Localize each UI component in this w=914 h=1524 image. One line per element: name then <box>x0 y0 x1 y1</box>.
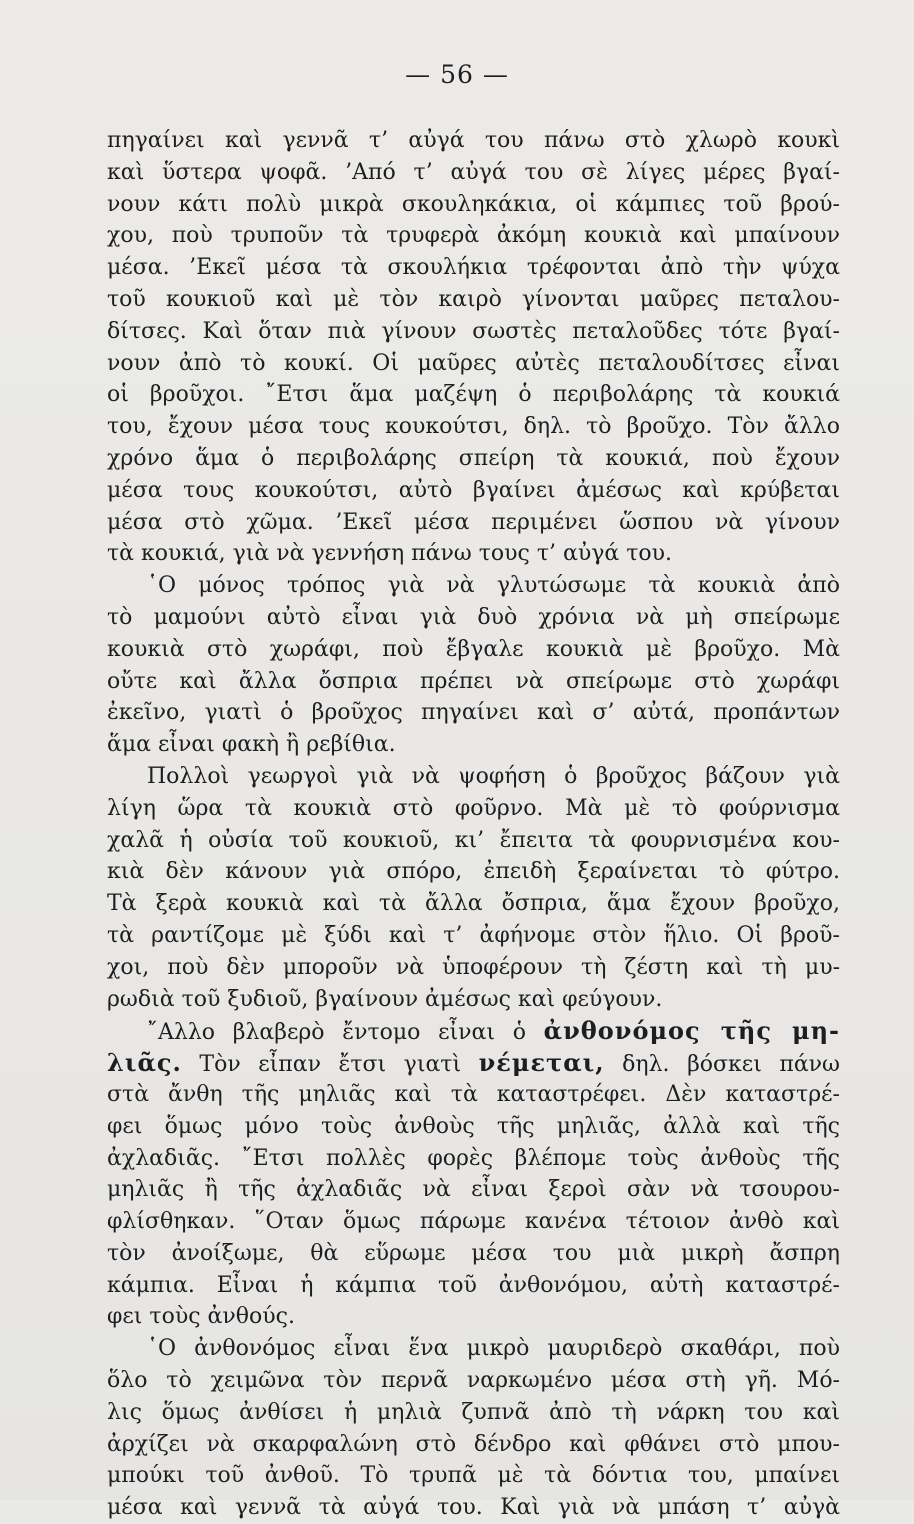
highlighted-term: νέμεται, <box>478 1048 605 1078</box>
text-line: τὰ κουκιά, γιὰ νὰ γεννήση πάνω τους τ’ αὐγά του. <box>107 541 673 567</box>
text-line: ἅμα εἶναι φακὴ ἢ ρεβίθια. <box>107 732 396 758</box>
highlighted-term: ἀνθονόμος τῆς μη- <box>543 1016 840 1046</box>
text-line: ἀρχίζει νὰ σκαρφαλώνη στὸ δένδρο καὶ φθάνει στὸ μπου- <box>107 1431 840 1457</box>
text-line-with-term <box>107 1015 840 1047</box>
text-line: λις ὅμως ἀνθίσει ἡ μηλιὰ ζυπνᾶ ἀπὸ τὴ νάρκη του καὶ <box>107 1399 840 1425</box>
text-fragment: δηλ. βόσκει πάνω <box>604 1052 840 1078</box>
text-line: κάμπια. Εἶναι ἡ κάμπια τοῦ ἀνθονόμου, αὐτὴ καταστρέ- <box>107 1272 840 1298</box>
highlighted-term: λιᾶς. <box>107 1048 182 1078</box>
text-fragment: ῎Αλλο βλαβερὸ ἔντομο εἶναι ὁ <box>147 1020 544 1046</box>
text-line: χου, ποὺ τρυποῦν τὰ τρυφερὰ ἀκόμη κουκιὰ καὶ μπαίνουν <box>107 223 840 249</box>
text-line-with-term <box>107 1047 840 1079</box>
text-line: ῾Ο μόνος τρόπος γιὰ νὰ γλυτώσωμε τὰ κουκιὰ ἀπὸ <box>147 573 840 599</box>
text-line: μέσα καὶ γεννᾶ τὰ αὐγά του. Καὶ γιὰ νὰ μπάση τ’ αὐγὰ <box>107 1495 840 1521</box>
text-line: τὸ μαμούνι αὐτὸ εἶναι γιὰ δυὸ χρόνια νὰ μὴ σπείρωμε <box>107 604 840 630</box>
text-line: Τὰ ξερὰ κουκιὰ καὶ τὰ ἄλλα ὄσπρια, ἅμα ἔχουν βροῦχο, <box>107 891 840 917</box>
text-line: χρόνο ἅμα ὁ περιβολάρης σπείρη τὰ κουκιά, ποὺ ἔχουν <box>107 445 840 471</box>
text-line: φει ὅμως μόνο τοὺς ἀνθοὺς τῆς μηλιᾶς, ἀλλὰ καὶ τῆς <box>107 1113 840 1139</box>
text-line: χοι, ποὺ δὲν μποροῦν νὰ ὑποφέρουν τὴ ζέστη καὶ τὴ μυ- <box>107 954 840 980</box>
text-line: μπούκι τοῦ ἀνθοῦ. Τὸ τρυπᾶ μὲ τὰ δόντια του, μπαίνει <box>107 1463 840 1489</box>
text-line: ἀχλαδιᾶς. ῎Ετσι πολλὲς φορὲς βλέπομε τοὺς ἀνθοὺς τῆς <box>107 1145 840 1171</box>
text-line: τὸν ἀνοίξωμε, θὰ εὕρωμε μέσα του μιὰ μικρὴ ἄσπρη <box>107 1240 840 1266</box>
text-line: χαλᾶ ἡ οὐσία τοῦ κουκιοῦ, κι’ ἔπειτα τὰ φουρνισμένα κου- <box>107 827 840 853</box>
text-line: δίτσες. Καὶ ὅταν πιὰ γίνουν σωστὲς πεταλοῦδες τότε βγαί- <box>107 318 840 344</box>
page-number: — 56 — <box>405 60 509 89</box>
text-line: τὰ ραντίζομε μὲ ξύδι καὶ τ’ ἀφήνομε στὸν ἥλιο. Οἱ βροῦ- <box>107 922 840 948</box>
text-line: μηλιᾶς ἢ τῆς ἀχλαδιᾶς νὰ εἶναι ξεροὶ σὰν νὰ τσουρου- <box>107 1177 840 1203</box>
text-line: κουκιὰ στὸ χωράφι, ποὺ ἔβγαλε κουκιὰ μὲ βροῦχο. Μὰ <box>107 636 840 662</box>
text-line: οὔτε καὶ ἄλλα ὄσπρια πρέπει νὰ σπείρωμε στὸ χωράφι <box>107 668 840 694</box>
text-line: κιὰ δὲν κάνουν γιὰ σπόρο, ἐπειδὴ ξεραίνεται τὸ φύτρο. <box>107 859 840 885</box>
text-line: ῾Ο ἀνθονόμος εἶναι ἕνα μικρὸ μαυριδερὸ σκαθάρι, ποὺ <box>147 1336 840 1362</box>
text-line: λίγη ὥρα τὰ κουκιὰ στὸ φοῦρνο. Μὰ μὲ τὸ φούρνισμα <box>107 795 840 821</box>
text-line: τοῦ κουκιοῦ καὶ μὲ τὸν καιρὸ γίνονται μαῦρες πεταλου- <box>107 286 840 312</box>
text-line: νουν ἀπὸ τὸ κουκί. Οἱ μαῦρες αὐτὲς πεταλουδίτσες εἶναι <box>107 350 840 376</box>
text-line: ὅλο τὸ χειμῶνα τὸν περνᾶ ναρκωμένο μέσα στὴ γῆ. Μό- <box>107 1368 840 1394</box>
text-line: ρωδιὰ τοῦ ξυδιοῦ, βγαίνουν ἀμέσως καὶ φεύγουν. <box>107 986 663 1012</box>
body-text <box>107 125 840 1524</box>
text-line: μέσα στὸ χῶμα. ’Εκεῖ μέσα περιμένει ὥσπου νὰ γίνουν <box>107 509 840 535</box>
text-line: ἐκεῖνο, γιατὶ ὁ βροῦχος πηγαίνει καὶ σ’ αὐτά, προπάντων <box>107 700 840 726</box>
text-line: νουν κάτι πολὺ μικρὰ σκουληκάκια, οἱ κάμπιες τοῦ βρού- <box>107 191 840 217</box>
text-line: του, ἔχουν μέσα τους κουκούτσι, δηλ. τὸ βροῦχο. Τὸν ἄλλο <box>107 414 840 440</box>
text-line: πηγαίνει καὶ γεννᾶ τ’ αὐγά του πάνω στὸ χλωρὸ κουκὶ <box>107 128 840 153</box>
text-line: μέσα. ’Εκεῖ μέσα τὰ σκουλήκια τρέφονται ἀπὸ τὴν ψύχα <box>107 255 840 281</box>
text-line: στὰ ἄνθη τῆς μηλιᾶς καὶ τὰ καταστρέφει. Δὲν καταστρέ- <box>107 1081 840 1107</box>
text-line: φλίσθηκαν. ῞Οταν ὅμως πάρωμε κανένα τέτοιον ἀνθὸ καὶ <box>107 1209 840 1235</box>
text-line: Πολλοὶ γεωργοὶ γιὰ νὰ ψοφήση ὁ βροῦχος βάζουν γιὰ <box>147 763 840 789</box>
text-fragment: Τὸν εἶπαν ἔτσι γιατὶ <box>181 1052 479 1078</box>
text-line: μέσα τους κουκούτσι, αὐτὸ βγαίνει ἀμέσως καὶ κρύβεται <box>107 477 840 503</box>
text-line: οἱ βροῦχοι. ῎Ετσι ἅμα μαζέψη ὁ περιβολάρης τὰ κουκιά <box>107 382 840 408</box>
text-line: καὶ ὕστερα ψοφᾶ. ’Από τ’ αὐγά του σὲ λίγες μέρες βγαί- <box>107 159 840 185</box>
text-line: φει τοὺς ἀνθούς. <box>107 1304 295 1330</box>
